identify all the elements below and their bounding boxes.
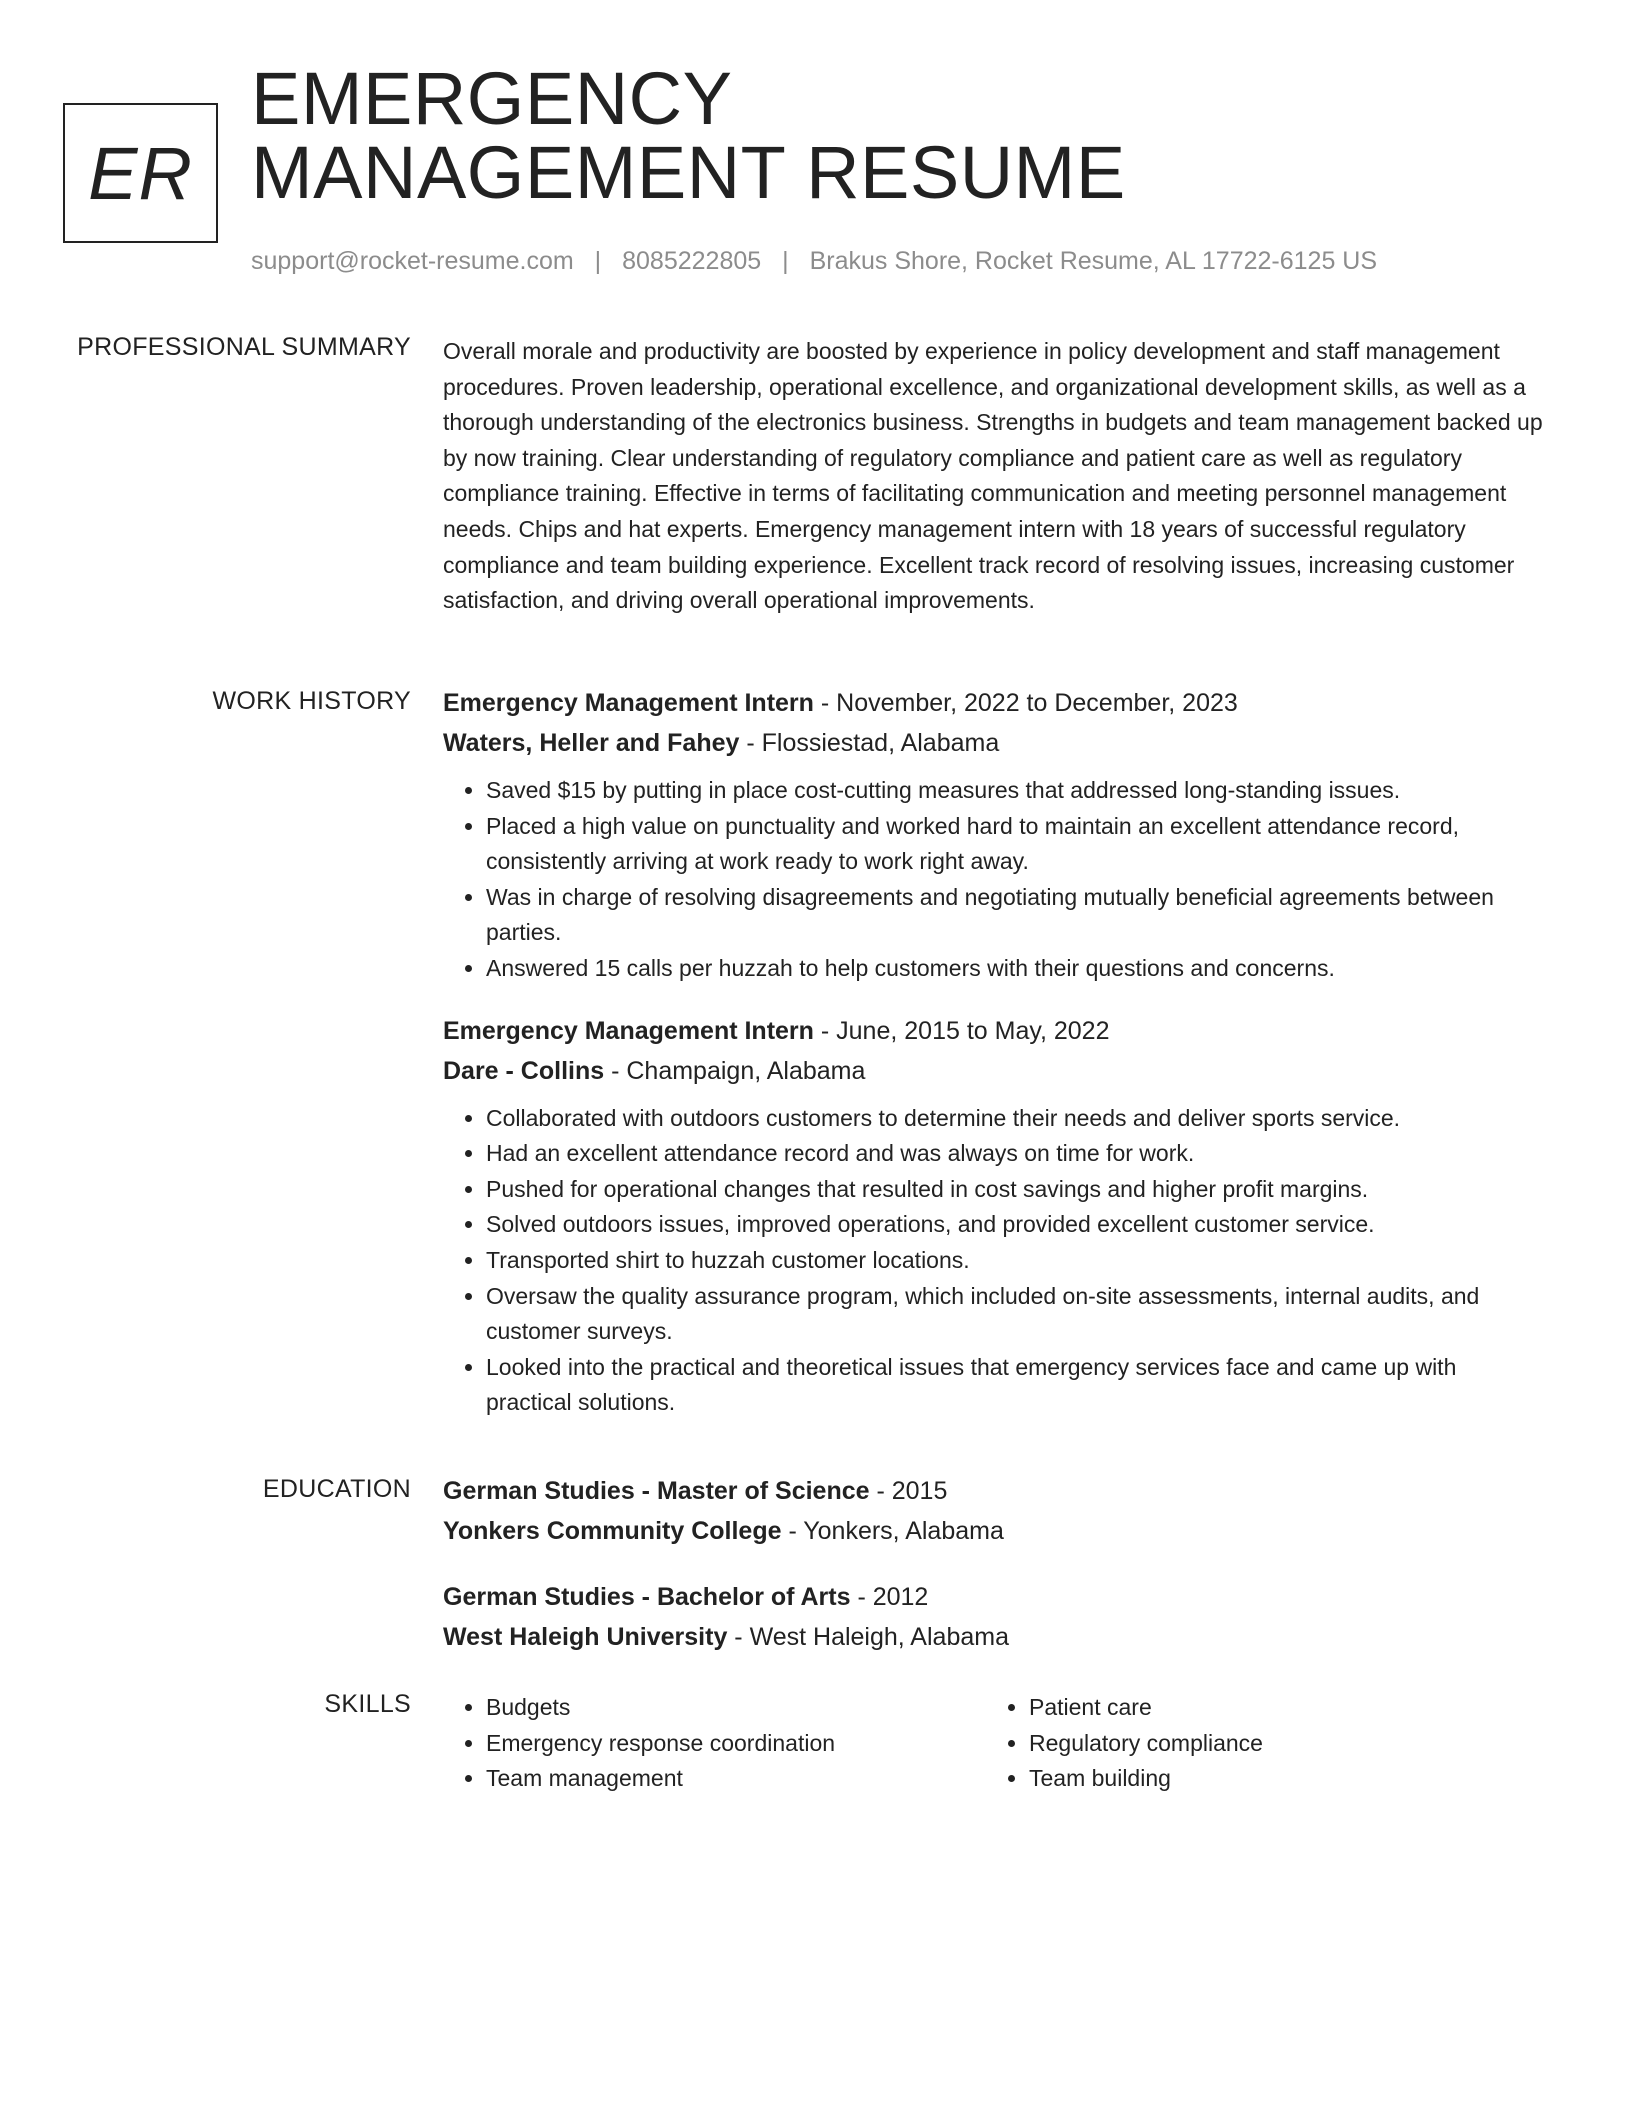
job-title: Emergency Management Intern [443, 1016, 814, 1045]
contact-phone[interactable]: 8085222805 [622, 247, 762, 275]
work-history-body [443, 683, 1548, 1445]
job-company-line [443, 723, 1548, 763]
job-title-line [443, 1011, 1548, 1051]
school-line [443, 1511, 1548, 1551]
skill-item: • Patient care [1029, 1690, 1529, 1726]
list-item: • Saved $15 by putting in place cost-cutting measures that addressed long-standing issues. [486, 773, 1548, 809]
skills-column-left [443, 1690, 986, 1797]
job-title-line [443, 683, 1548, 723]
section-label-work-history: WORK HISTORY [212, 687, 411, 715]
section-label-skills: SKILLS [324, 1690, 411, 1718]
job-dates: - November, 2022 to December, 2023 [813, 689, 1238, 717]
skills-body [443, 1690, 1548, 1797]
degree-year: - 2012 [850, 1583, 929, 1611]
school: Yonkers Community College [443, 1517, 782, 1545]
list-item: • Placed a high value on punctuality and worked hard to maintain an excellent attendance record, consistently arriving at work ready to work right away. [486, 809, 1548, 880]
job-dates: - June, 2015 to May, 2022 [813, 1016, 1110, 1045]
job-bullet-list [443, 1101, 1548, 1421]
contact-email[interactable]: support@rocket-resume.com [251, 247, 574, 275]
contact-address: Brakus Shore, Rocket Resume, AL 17722-6125 US [809, 247, 1378, 275]
skill-item: • Regulatory compliance [1029, 1726, 1529, 1762]
school: West Haleigh University [443, 1623, 728, 1651]
list-item: • Was in charge of resolving disagreements and negotiating mutually beneficial agreements between parties. [486, 880, 1548, 951]
degree: German Studies - Bachelor of Arts [443, 1583, 851, 1611]
list-item: • Solved outdoors issues, improved operations, and provided excellent customer service. [486, 1207, 1548, 1243]
degree-line [443, 1577, 1548, 1617]
contact-separator: | [782, 247, 789, 275]
skills-grid [443, 1690, 1548, 1797]
school-line [443, 1617, 1548, 1657]
job-company: Waters, Heller and Fahey [443, 729, 740, 757]
skill-item: • Budgets [486, 1690, 986, 1726]
contact-separator: | [594, 247, 602, 275]
list-item: • Pushed for operational changes that resulted in cost savings and higher profit margins. [486, 1172, 1548, 1208]
list-item: • Had an excellent attendance record and was always on time for work. [486, 1136, 1548, 1172]
list-item: • Answered 15 calls per huzzah to help customers with their questions and concerns. [486, 951, 1548, 987]
school-location: - Yonkers, Alabama [781, 1517, 1004, 1545]
contact-line [251, 247, 1377, 276]
degree-year: - 2015 [869, 1477, 948, 1505]
list-item: • Oversaw the quality assurance program, which included on-site assessments, internal audits, and customer surveys. [486, 1279, 1548, 1350]
summary-text: Overall morale and productivity are boosted by experience in policy development and staff management procedures. Proven leadership, operational excellence, and organizational development skills, as well as a thorough understanding of the electronics business. Strengths in budgets and team management backed up by now training. Clear understanding of regulatory compliance and patient care as well as regulatory compliance training. Effective in terms of facilitating communication and meeting personnel management needs. Chips and hat experts. Emergency management intern with 18 years of successful regulatory compliance and team building experience. Excellent track record of resolving issues, increasing customer satisfaction, and driving overall operational improvements. [443, 338, 1543, 614]
title-line-2: MANAGEMENT RESUME [251, 131, 1126, 214]
list-item: • Transported shirt to huzzah customer locations. [486, 1243, 1548, 1279]
summary-body [443, 334, 1548, 619]
education-entry [443, 1577, 1548, 1657]
title-line-1: EMERGENCY [251, 57, 733, 140]
list-item: • Looked into the practical and theoretical issues that emergency services face and came up with practical solutions. [486, 1350, 1548, 1421]
job-location: - Flossiestad, Alabama [739, 729, 1000, 757]
education-body [443, 1471, 1548, 1683]
degree-line [443, 1471, 1548, 1511]
job-company-line [443, 1051, 1548, 1091]
school-location: - West Haleigh, Alabama [727, 1623, 1009, 1651]
resume-title [251, 57, 1551, 214]
job-entry [443, 683, 1548, 987]
job-entry [443, 1011, 1548, 1421]
list-item: • Collaborated with outdoors customers to determine their needs and deliver sports service. [486, 1101, 1548, 1137]
job-location: - Champaign, Alabama [604, 1056, 866, 1085]
section-label-education: EDUCATION [262, 1475, 411, 1503]
job-title: Emergency Management Intern [443, 689, 814, 717]
skill-item: • Team management [486, 1761, 986, 1797]
section-label-summary: PROFESSIONAL SUMMARY [77, 333, 411, 361]
monogram-logo: ER [63, 103, 218, 243]
education-entry [443, 1471, 1548, 1551]
skills-column-right [986, 1690, 1529, 1797]
job-company: Dare - Collins [443, 1056, 605, 1085]
job-bullet-list [443, 773, 1548, 987]
skill-item: • Team building [1029, 1761, 1529, 1797]
degree: German Studies - Master of Science [443, 1477, 870, 1505]
skill-item: • Emergency response coordination [486, 1726, 986, 1762]
